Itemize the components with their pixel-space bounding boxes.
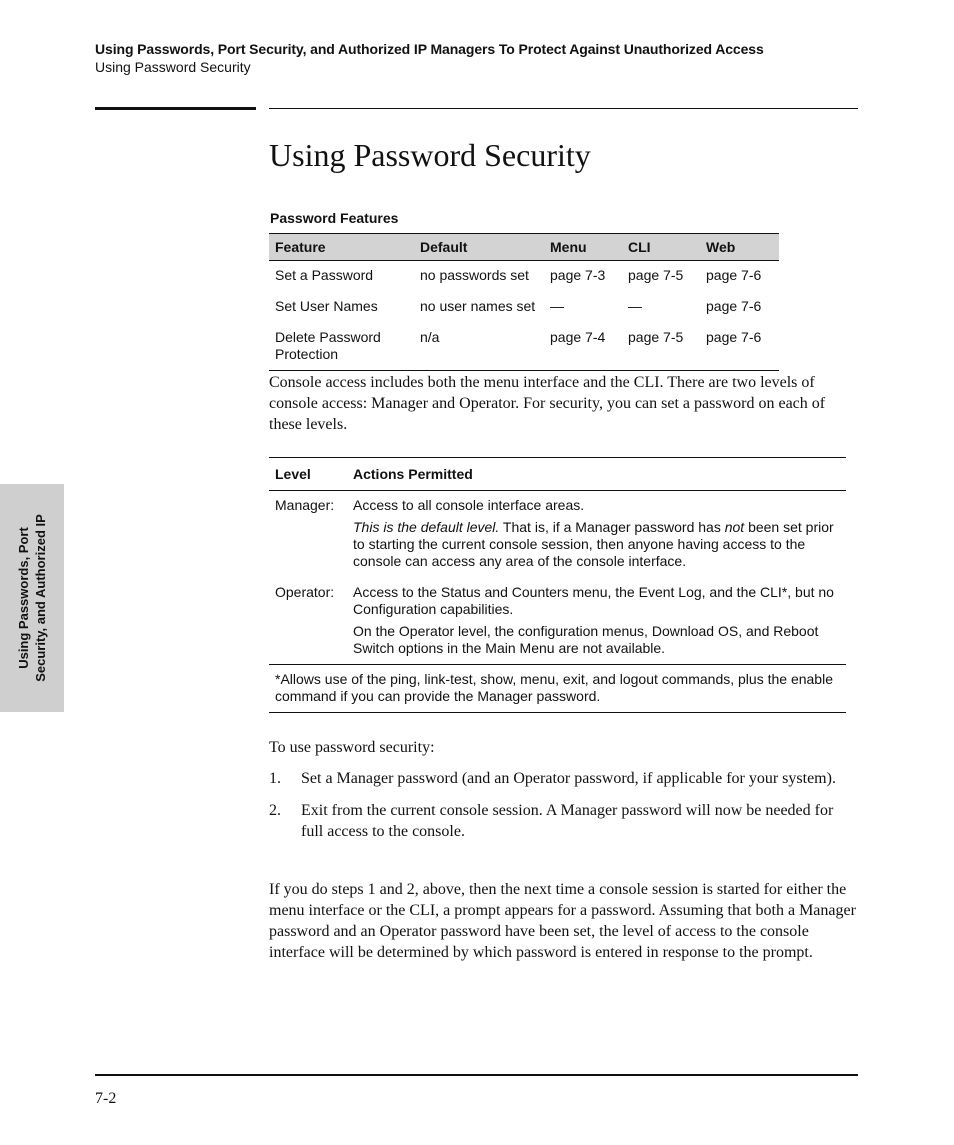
manager-access-text: Access to all console interface areas. — [353, 497, 585, 513]
step-text: Set a Manager password (and an Operator password, if applicable for your system). — [301, 770, 836, 787]
header-default: Default — [420, 239, 468, 255]
table-cell: page 7-4 — [550, 329, 606, 345]
side-tab-line-1: Using Passwords, Port — [16, 527, 31, 669]
password-prompt-paragraph: If you do steps 1 and 2, above, then the next time a console session is started for either the menu interface or the CLI, a prompt appears for a password. Assuming that both a Manager password and an Operator password have been set, the level of access to the console interface will be determined by which password is entered in response to the prompt. — [269, 881, 856, 961]
table-cell: page 7-5 — [628, 267, 684, 283]
features-table-header — [269, 233, 779, 261]
console-access-paragraph: Console access includes both the menu interface and the CLI. There are two levels of console access: Manager and Operator. For security, you can set a password on each of these levels. — [269, 374, 826, 433]
table-row-manager — [269, 491, 846, 570]
running-header-title: Using Passwords, Port Security, and Authorized IP Managers To Protect Against Unauthorized Access — [95, 41, 764, 57]
side-tab-label — [15, 484, 49, 712]
list-item — [269, 800, 859, 842]
not-emphasis: not — [724, 519, 745, 535]
header-rule-thin — [269, 108, 858, 109]
levels-table-footnote: *Allows use of the ping, link-test, show, menu, exit, and logout commands, plus the enable command if you can provide the Manager password. — [269, 664, 846, 712]
table-cell: — — [628, 298, 642, 314]
header-cli: CLI — [628, 239, 651, 255]
table-cell: n/a — [420, 329, 440, 345]
table-cell: — — [550, 298, 564, 314]
default-level-emphasis: This is the default level. — [353, 519, 500, 535]
table-cell: page 7-3 — [550, 267, 606, 283]
page-number: 7-2 — [95, 1090, 117, 1107]
table-row — [269, 262, 779, 289]
table-cell: no passwords set — [420, 267, 529, 283]
table-row — [269, 293, 779, 320]
header-menu: Menu — [550, 239, 587, 255]
running-header-section: Using Password Security — [95, 59, 251, 75]
table-cell: Delete Password Protection — [275, 329, 381, 362]
table-cell: page 7-6 — [706, 298, 762, 314]
footer-rule — [95, 1074, 858, 1076]
access-levels-table — [269, 457, 846, 713]
header-actions: Actions Permitted — [353, 466, 473, 482]
step-text: Exit from the current console session. A Manager password will now be needed for full access to the console. — [301, 802, 834, 840]
table-cell: Set a Password — [275, 267, 374, 283]
header-level: Level — [275, 466, 311, 482]
header-feature: Feature — [275, 239, 326, 255]
step-number: 1. — [269, 770, 281, 787]
page-title: Using Password Security — [269, 137, 591, 173]
list-item — [269, 768, 859, 789]
table-cell: page 7-5 — [628, 329, 684, 345]
table-cell: page 7-6 — [706, 329, 762, 345]
note-text: That is, if a Manager password has — [499, 519, 725, 535]
note-text: been set prior to starting the current console session, then anyone having access to the console can access any area of the console interface. — [353, 519, 834, 569]
header-web: Web — [706, 239, 736, 255]
chapter-side-tab — [0, 484, 64, 712]
table-row-operator — [269, 570, 846, 664]
operator-access-text: Access to the Status and Counters menu, the Event Log, and the CLI*, but no Configuration capabilities. — [353, 584, 834, 617]
operator-actions — [353, 584, 846, 657]
operator-restriction-text: On the Operator level, the configuration menus, Download OS, and Reboot Switch options in the Main Menu are not available. — [353, 623, 819, 656]
side-tab-line-2: Security, and Authorized IP — [33, 514, 48, 682]
features-table-caption: Password Features — [270, 210, 399, 226]
levels-table-header — [269, 458, 846, 491]
header-rule-thick — [95, 107, 256, 110]
level-manager: Manager: — [275, 497, 335, 513]
table-cell: page 7-6 — [706, 267, 762, 283]
table-cell: Set User Names — [275, 298, 378, 314]
table-row — [269, 324, 779, 370]
table-cell: no user names set — [420, 298, 536, 314]
manager-actions — [353, 497, 846, 570]
password-security-intro: To use password security: — [269, 739, 435, 756]
steps-list — [269, 768, 859, 853]
manager-default-note — [353, 519, 840, 570]
features-table — [269, 233, 779, 371]
step-number: 2. — [269, 802, 281, 819]
level-operator: Operator: — [275, 584, 335, 600]
